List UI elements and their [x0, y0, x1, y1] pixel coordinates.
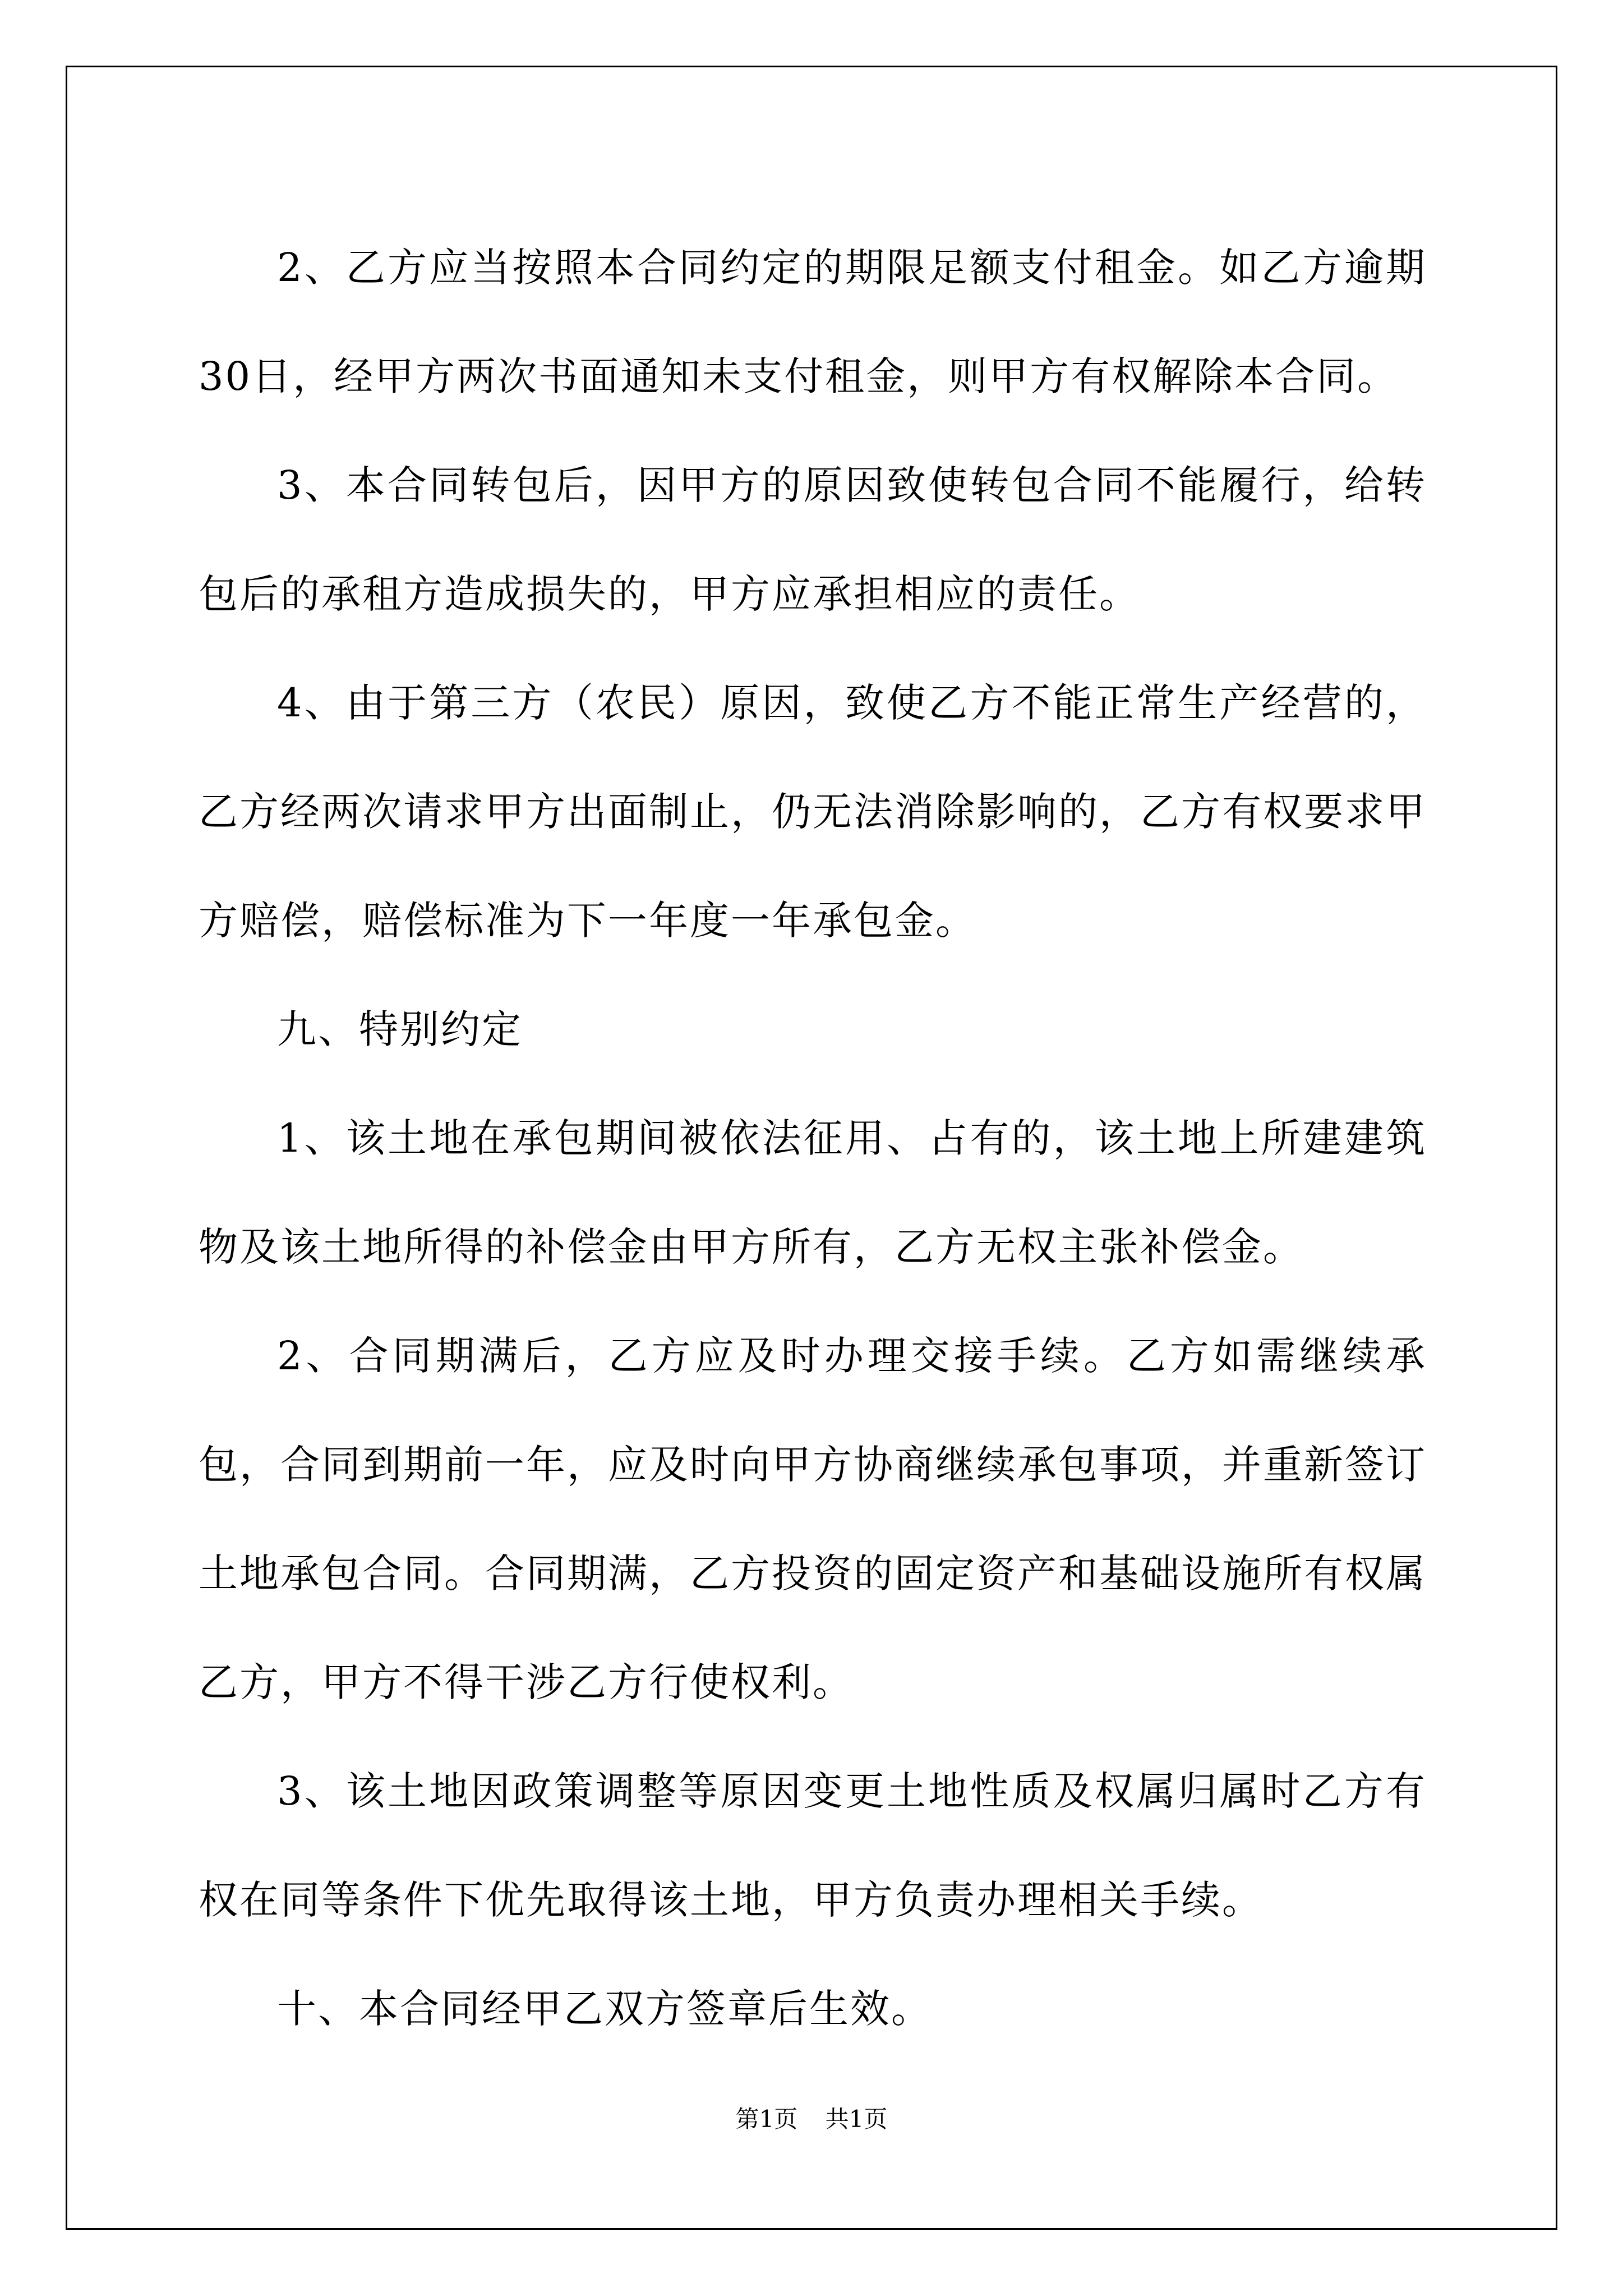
page-total: 共1页: [825, 2105, 888, 2133]
document-body: [199, 213, 1427, 2063]
page-footer: [0, 2101, 1623, 2134]
paragraph: 4、由于第三方（农民）原因，致使乙方不能正常生产经营的，乙方经两次请求甲方出面制止，仍无法消除影响的，乙方有权要求甲方赔偿，赔偿标准为下一年度一年承包金。: [199, 680, 1427, 944]
paragraph: 1、该土地在承包期间被依法征用、占有的，该土地上所建建筑物及该土地所得的补偿金由甲方所有，乙方无权主张补偿金。: [199, 1115, 1427, 1270]
page-number: 第1页: [735, 2105, 798, 2133]
paragraph: 3、本合同转包后，因甲方的原因致使转包合同不能履行，给转包后的承租方造成损失的，甲方应承担相应的责任。: [199, 462, 1427, 617]
paragraph: 3、该土地因政策调整等原因变更土地性质及权属归属时乙方有权在同等条件下优先取得该土地，甲方负责办理相关手续。: [199, 1768, 1427, 1923]
paragraph: 2、合同期满后，乙方应及时办理交接手续。乙方如需继续承包，合同到期前一年，应及时向甲方协商继续承包事项，并重新签订土地承包合同。合同期满，乙方投资的固定资产和基础设施所有权属乙方，甲方不得干涉乙方行使权利。: [199, 1333, 1427, 1705]
section-heading: 九、特别约定: [277, 1006, 523, 1052]
section-heading: 十、本合同经甲乙双方签章后生效。: [277, 1986, 932, 2032]
paragraph: 2、乙方应当按照本合同约定的期限足额支付租金。如乙方逾期30日，经甲方两次书面通知未支付租金，则甲方有权解除本合同。: [199, 245, 1427, 399]
